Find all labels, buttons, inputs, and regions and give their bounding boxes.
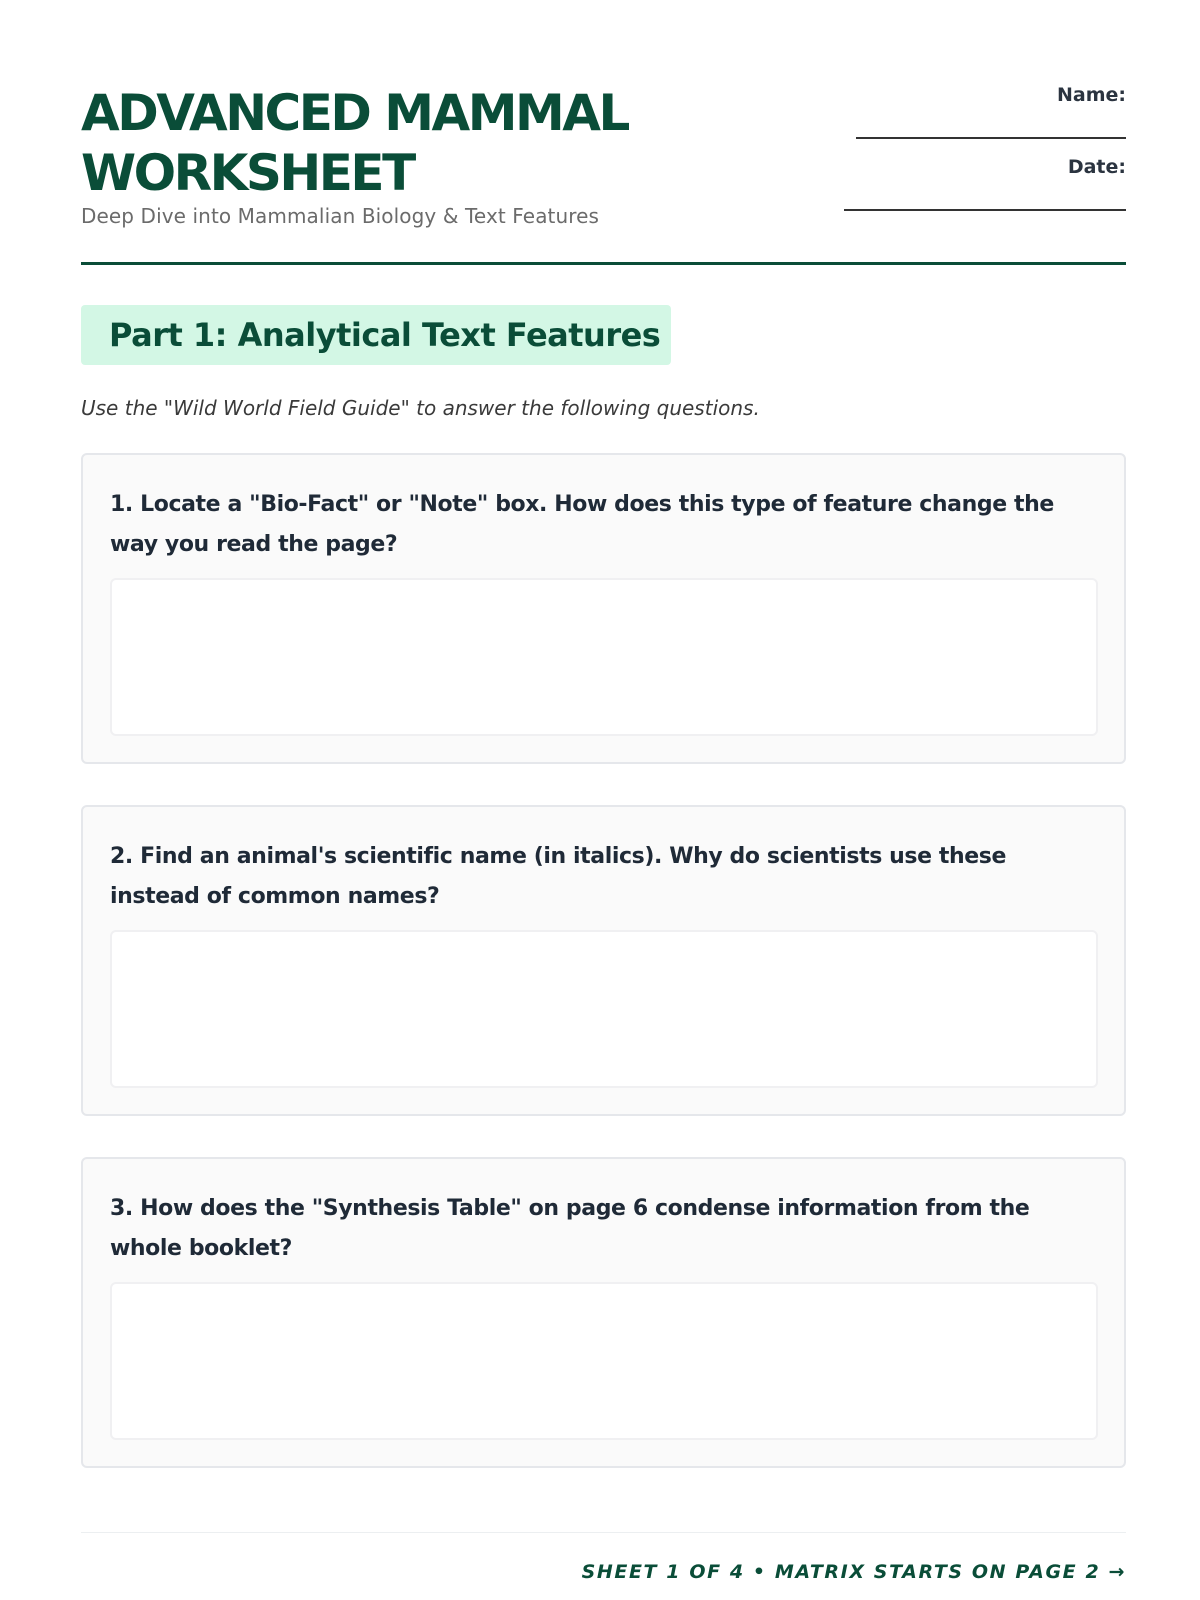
question-text-1: 1. Locate a "Bio-Fact" or "Note" box. How does this type of feature change the way you read the page? (110, 492, 1054, 557)
instructions-text: Use the "Wild World Field Guide" to answer the following questions. (81, 396, 760, 420)
page-footer: SHEET 1 OF 4 • MATRIX STARTS ON PAGE 2 → (581, 1561, 1126, 1583)
date-field[interactable] (844, 209, 1126, 211)
name-field[interactable] (856, 137, 1126, 139)
student-info (826, 83, 1126, 211)
answer-box-1[interactable] (110, 578, 1098, 736)
question-card-1 (81, 453, 1126, 764)
question-text-3: 3. How does the "Synthesis Table" on page 6 condense information from the whole booklet? (110, 1196, 1030, 1261)
date-label: Date: (1067, 156, 1126, 178)
section-heading: Part 1: Analytical Text Features (81, 305, 671, 365)
worksheet-header (81, 83, 1126, 263)
worksheet-page (81, 0, 1126, 1600)
name-label: Name: (1056, 84, 1126, 106)
question-text-2: 2. Find an animal's scientific name (in italics). Why do scientists use these instead of common names? (110, 844, 1007, 909)
answer-box-3[interactable] (110, 1282, 1098, 1440)
question-card-3 (81, 1157, 1126, 1468)
footer-divider (81, 1532, 1126, 1533)
answer-box-2[interactable] (110, 930, 1098, 1088)
question-card-2 (81, 805, 1126, 1116)
page-title: ADVANCED MAMMAL WORKSHEET (81, 84, 628, 202)
header-divider (81, 262, 1126, 265)
page-subtitle: Deep Dive into Mammalian Biology & Text Features (81, 204, 600, 228)
